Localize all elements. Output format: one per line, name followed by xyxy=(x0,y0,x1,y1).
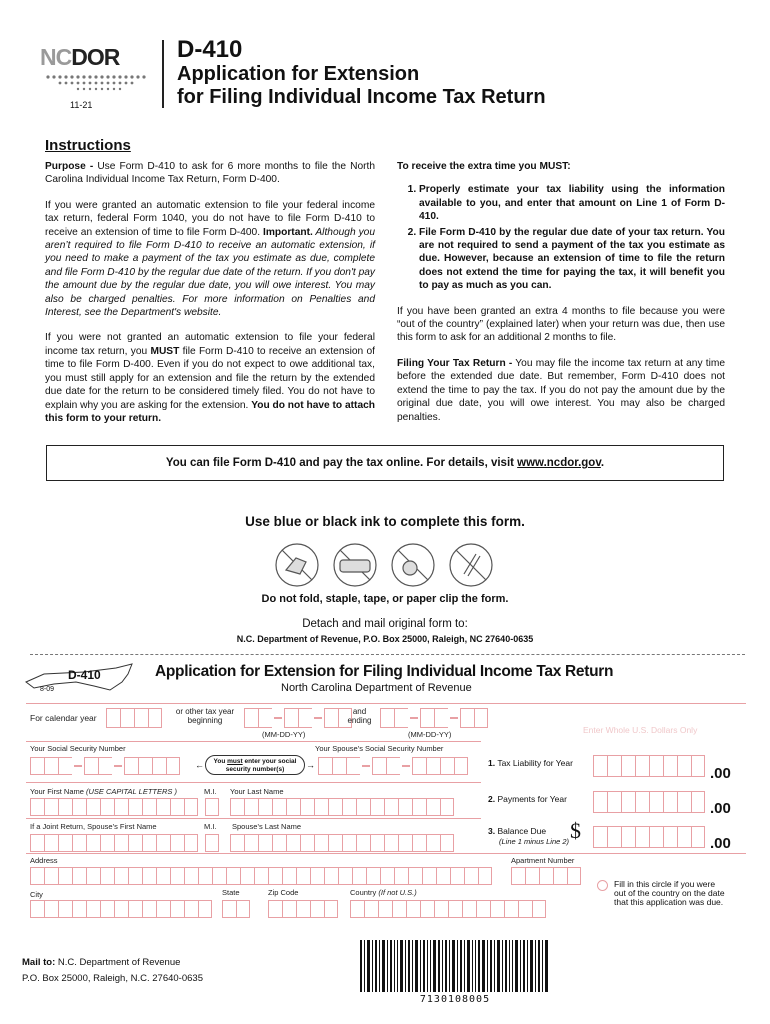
first-name-input[interactable] xyxy=(30,798,198,816)
form-title-line1: Application for Extension xyxy=(177,63,420,85)
city-label: City xyxy=(30,890,43,899)
purpose-text: Use Form D-410 to ask for 6 more months to file the North Carolina Individual Income Tax Return, Form D-400. xyxy=(45,161,375,186)
name-row-rule xyxy=(26,782,481,783)
ssn-label: Your Social Security Number xyxy=(30,744,126,753)
application-subtitle: North Carolina Department of Revenue xyxy=(281,682,472,694)
logo-dor-text: DOR xyxy=(71,44,120,70)
form-number: D-410 xyxy=(177,36,243,63)
mi-label: M.I. xyxy=(204,787,217,796)
ssn-required-note xyxy=(205,755,305,775)
calendar-year-label: For calendar year xyxy=(30,713,97,723)
must-list xyxy=(397,183,725,292)
must-item: 1. Properly estimate your tax liability using the information available to you, and enter that amount on Line 1 of Form D-410. xyxy=(419,183,725,223)
extra-4-months-paragraph: If you have been granted an extra 4 months to file because you were “out of the country” (explained later) when your return was due, then use this form to ask for an additional 2 months to file. xyxy=(397,305,725,344)
detach-instruction: Detach and mail original form to: xyxy=(302,618,468,630)
no-staple-icon xyxy=(334,544,376,586)
not-granted-bold: You do not have to attach this form to your return. xyxy=(45,399,376,424)
purpose-label: Purpose - xyxy=(45,161,94,172)
tax-liability-input[interactable] xyxy=(593,755,705,777)
spouse-last-name-label: Spouse’s Last Name xyxy=(232,822,302,831)
country-label-text: Country xyxy=(350,888,377,897)
not-granted-text-a: If you were not granted an automatic extension to file your federal income tax return, you xyxy=(45,332,375,357)
detach-line xyxy=(30,654,745,655)
line2-number: 2. xyxy=(488,794,496,804)
revision-date: 11-21 xyxy=(70,100,93,110)
other-tax-year-label: or other tax year beginning xyxy=(175,707,235,725)
country-input[interactable] xyxy=(350,900,546,918)
instructions-right-column xyxy=(397,160,725,436)
no-tape-icon xyxy=(392,544,434,586)
barcode-number: 7130108005 xyxy=(419,994,491,1005)
last-name-input[interactable] xyxy=(230,798,454,816)
mi-input[interactable] xyxy=(205,798,219,816)
spouse-first-name-input[interactable] xyxy=(30,834,198,852)
last-name-label: Your Last Name xyxy=(230,787,284,796)
spouse-mi-label: M.I. xyxy=(204,822,217,831)
out-of-country-text: Fill in this circle if you were out of the country on the date that this application was due. xyxy=(614,879,725,907)
ssn-note-b: enter your social security number(s) xyxy=(225,758,297,773)
spouse-ssn-input[interactable] xyxy=(318,757,468,775)
mail-to-block xyxy=(22,955,203,987)
mail-to-label: Mail to: xyxy=(22,957,56,968)
line3-cents: .00 xyxy=(710,835,731,852)
dollar-sign: $ xyxy=(570,818,581,843)
instructions-left-column xyxy=(45,160,375,437)
mail-to-dept: N.C. Department of Revenue xyxy=(55,957,181,968)
arrow-left-icon: ← xyxy=(195,760,204,770)
address-row-rule xyxy=(26,853,746,854)
mail-to-address: P.O. Box 25000, Raleigh, N.C. 27640-0635 xyxy=(22,973,203,984)
must-heading: To receive the extra time you MUST: xyxy=(397,161,571,172)
zip-code-label: Zip Code xyxy=(268,888,299,897)
spouse-mi-input[interactable] xyxy=(205,834,219,852)
apartment-number-label: Apartment Number xyxy=(511,856,575,865)
first-name-label-text: Your First Name xyxy=(30,787,84,796)
do-not-icons xyxy=(272,540,502,590)
ncdor-logo xyxy=(40,44,148,74)
spouse-last-name-input[interactable] xyxy=(230,834,454,852)
federal-extension-paragraph xyxy=(45,199,375,320)
line1-text: Tax Liability for Year xyxy=(497,758,573,768)
not-granted-paragraph xyxy=(45,331,375,425)
form-title xyxy=(177,63,546,109)
not-granted-must: MUST xyxy=(150,345,180,357)
mail-address-line: N.C. Department of Revenue, P.O. Box 25000, Raleigh, NC 27640-0635 xyxy=(236,634,534,644)
spouse-first-name-label: If a Joint Return, Spouse’s First Name xyxy=(30,822,157,831)
must-item: 2. File Form D-410 by the regular due date of your tax return. You are not required to send a payment of the tax you estimate as due. However, because an extension of time to file the return does not extend the time for paying the tax, it will benefit you to pay as much as you can. xyxy=(419,226,725,293)
instructions-heading: Instructions xyxy=(45,137,131,154)
ending-label: and ending xyxy=(347,707,372,725)
whole-dollars-note: Enter Whole U.S. Dollars Only xyxy=(583,725,698,735)
payments-input[interactable] xyxy=(593,791,705,813)
line2-cents: .00 xyxy=(710,800,731,817)
important-label: Important. xyxy=(263,226,313,238)
form-title-line2: for Filing Individual Income Tax Return xyxy=(177,86,546,108)
country-label xyxy=(350,888,417,897)
arrow-right-icon: → xyxy=(306,760,315,770)
no-fold-instruction: Do not fold, staple, tape, or paper clip the form. xyxy=(261,593,509,605)
file-online-text: You can file Form D-410 and pay the tax online. For details, visit xyxy=(165,457,518,469)
tax-year-begin-input[interactable] xyxy=(244,708,352,728)
line2-label xyxy=(488,794,567,804)
line3-note: (Line 1 minus Line 2) xyxy=(499,837,570,846)
line3-number: 3. xyxy=(488,826,496,836)
mail-to-line1 xyxy=(22,955,203,971)
state-input[interactable] xyxy=(222,900,250,918)
calendar-year-input[interactable] xyxy=(106,708,162,728)
city-input[interactable] xyxy=(30,900,212,918)
balance-due-input[interactable] xyxy=(593,826,705,848)
ssn-input[interactable] xyxy=(30,757,180,775)
state-label: State xyxy=(222,888,240,897)
logo-nc-text: NC xyxy=(40,44,72,70)
federal-ext-text: If you were granted an automatic extension to file your federal income tax return, federal Form 1040, you do not have to file Form D-410 to receive an extension of time to file Form D-400. xyxy=(45,199,375,238)
spouse-row-rule xyxy=(26,818,481,819)
begin-date-format: (MM-DD-YY) xyxy=(262,730,306,739)
logo-dot-pattern-icon xyxy=(42,73,154,99)
ssn-note-a: You xyxy=(213,758,228,765)
no-paper-clip-icon xyxy=(450,544,492,586)
not-granted-text-b: file Form D-410 to receive an extension of time to file Form D-400. Even if you do not expect to owe additional tax, you must still apply for an extension and file the return by the extended due date for the return to be considered timely filed. You do not have to explain why you are asking for the extension. xyxy=(45,345,375,411)
form-top-rule xyxy=(26,703,746,704)
header-divider xyxy=(162,40,164,108)
line1-number: 1. xyxy=(488,758,496,768)
line3-text: Balance Due xyxy=(497,826,547,836)
line3-label xyxy=(488,826,546,836)
ncdor-website-link[interactable]: www.ncdor.gov xyxy=(517,457,601,469)
form-revision: 8-09 xyxy=(40,686,55,693)
filing-label: Filing Your Tax Return - xyxy=(397,357,513,369)
zip-code-input[interactable] xyxy=(268,900,338,918)
address-input[interactable] xyxy=(30,867,492,885)
first-name-note: (USE CAPITAL LETTERS ) xyxy=(86,787,177,796)
ink-instruction: Use blue or black ink to complete this form. xyxy=(245,514,525,529)
no-fold-icon xyxy=(276,544,318,586)
tax-year-end-input[interactable] xyxy=(380,708,488,728)
important-text: Although you aren’t required to file Form D-410 to receive an automatic extension, if you need to make a payment of the tax you estimate as due, complete and file Form D-410 by the regular due date of the return. If you don't pay the amount due by the regular due date, you will owe interest. You may also be charged penalties. For more information on Penalties and Interest, see the Department's website. xyxy=(45,226,375,319)
out-of-country-circle[interactable] xyxy=(597,880,608,891)
purpose-paragraph xyxy=(45,160,375,187)
line2-text: Payments for Year xyxy=(497,794,567,804)
apartment-number-input[interactable] xyxy=(511,867,581,885)
end-date-format: (MM-DD-YY) xyxy=(408,730,452,739)
form-d410-label: D-410 xyxy=(68,668,101,682)
first-name-label xyxy=(30,787,177,796)
application-title: Application for Extension for Filing Individual Income Tax Return xyxy=(155,663,614,680)
spouse-ssn-label: Your Spouse’s Social Security Number xyxy=(315,744,444,753)
file-online-box xyxy=(46,445,724,481)
line1-cents: .00 xyxy=(710,765,731,782)
ssn-note-must: must xyxy=(227,758,243,765)
address-label: Address xyxy=(30,856,58,865)
filing-paragraph xyxy=(397,357,725,424)
line1-label xyxy=(488,758,573,768)
country-note: (If not U.S.) xyxy=(378,888,417,897)
file-online-period: . xyxy=(600,457,605,469)
barcode-icon xyxy=(360,940,550,992)
ssn-row-rule xyxy=(26,741,481,742)
filing-text: You may file the income tax return at any time before the extended due date. But remember, Form D-410 does not extend the time to pay the tax. If you do not pay the amount due by the original due date, you will owe interest. You may also be charged penalties. xyxy=(397,357,726,423)
